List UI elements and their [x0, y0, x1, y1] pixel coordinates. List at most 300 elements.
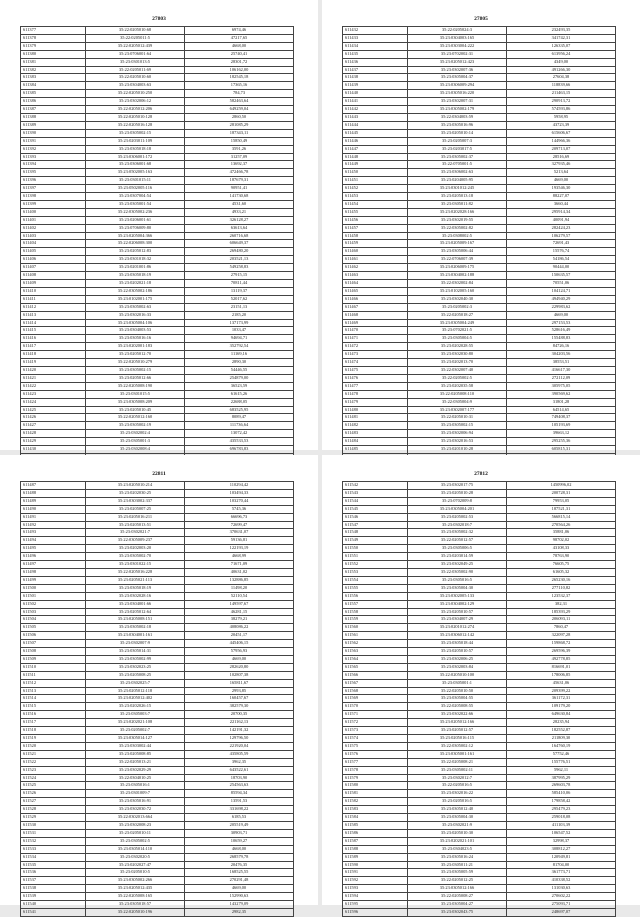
row-number-cell: 611568 — [343, 687, 408, 695]
cadastral-number-cell: 35:23:0302021:7 — [86, 529, 185, 537]
document-page-2 — [322, 0, 640, 450]
table-row — [21, 750, 294, 758]
value-cell: 13119,37 — [185, 287, 294, 295]
value-cell: 277110,82 — [507, 584, 616, 592]
cadastral-number-cell: 35:23:0302016:22 — [408, 790, 507, 798]
table-row — [21, 782, 294, 790]
cadastral-number-cell: 35:23:0302012:7 — [408, 774, 507, 782]
cadastral-number-cell: 35:22:0205012:439 — [86, 42, 185, 50]
table-row — [21, 648, 294, 656]
cadastral-number-cell: 35:23:0205013:18 — [408, 193, 507, 201]
row-number-cell: 611479 — [343, 398, 408, 406]
table-row — [343, 576, 616, 584]
value-cell: 129796,50 — [185, 735, 294, 743]
value-cell: 370631,07 — [185, 529, 294, 537]
value-cell: 5958,95 — [507, 113, 616, 121]
cadastral-number-cell: 35:23:0202003:20 — [86, 545, 185, 553]
cadastral-number-cell: 35:22:0205010:50 — [408, 687, 507, 695]
table-row — [343, 303, 616, 311]
cadastral-number-cell: 35:23:0302020:5 — [86, 853, 185, 861]
cadastral-number-cell: 35:23:0305001:3 — [86, 438, 185, 446]
cadastral-number-cell: 35:22:0305002:186 — [86, 287, 185, 295]
value-cell: 63613,64 — [185, 224, 294, 232]
cadastral-number-cell: 35:23:0305014:110 — [86, 845, 185, 853]
value-cell: 387995,29 — [507, 774, 616, 782]
value-cell: 2185,20 — [185, 311, 294, 319]
table-row — [21, 232, 294, 240]
cadastral-number-cell: 35:23:0305002:11 — [408, 766, 507, 774]
table-row — [21, 829, 294, 837]
row-number-cell: 611462 — [343, 264, 408, 272]
cadastral-number-cell: 35:22:0205010:68 — [86, 27, 185, 35]
value-cell: 304203,56 — [507, 351, 616, 359]
value-cell: 11169,16 — [185, 351, 294, 359]
value-cell: 200728,31 — [507, 489, 616, 497]
row-number-cell: 611493 — [21, 529, 86, 537]
row-number-cell: 611433 — [343, 34, 408, 42]
table-row — [343, 640, 616, 648]
table-row — [21, 137, 294, 145]
value-cell: 5962,11 — [507, 766, 616, 774]
row-number-cell: 611465 — [343, 287, 408, 295]
row-number-cell: 611454 — [343, 200, 408, 208]
value-cell: 10659,27 — [185, 837, 294, 845]
value-cell: 613956,24 — [507, 50, 616, 58]
table-row — [21, 50, 294, 58]
value-cell: 178006,85 — [507, 671, 616, 679]
value-cell: 4669,00 — [507, 311, 616, 319]
row-number-cell: 611476 — [343, 374, 408, 382]
cadastral-number-cell: 35:23:0205013:51 — [86, 521, 185, 529]
value-cell: 13591,53 — [185, 798, 294, 806]
row-number-cell: 611491 — [21, 513, 86, 521]
table-row — [21, 121, 294, 129]
table-row — [343, 735, 616, 743]
row-number-cell: 611487 — [21, 482, 86, 490]
row-number-cell: 611572 — [343, 719, 408, 727]
cadastral-number-cell: 35:23:0205012:118 — [86, 687, 185, 695]
value-cell: 4669,00 — [185, 885, 294, 893]
row-number-cell: 611475 — [343, 366, 408, 374]
row-number-cell: 611584 — [343, 814, 408, 822]
register-table — [342, 26, 616, 462]
register-table — [342, 481, 616, 917]
value-cell: 445406,15 — [185, 640, 294, 648]
cadastral-number-cell: 35:22:0205010:31 — [408, 414, 507, 422]
value-cell: 76605,75 — [507, 561, 616, 569]
row-number-cell: 611521 — [21, 750, 86, 758]
cadastral-number-cell: 35:23:0305016:91 — [86, 798, 185, 806]
row-number-cell: 611482 — [343, 422, 408, 430]
cadastral-number-cell: 35:23:0301012:245 — [408, 185, 507, 193]
cadastral-number-cell: 35:23:0304002:129 — [408, 600, 507, 608]
table-row — [21, 82, 294, 90]
cadastral-number-cell: 35:22:0205016:228 — [86, 568, 185, 576]
row-number-cell: 611498 — [21, 568, 86, 576]
value-cell: 408086,22 — [185, 624, 294, 632]
table-row — [343, 42, 616, 50]
table-row — [343, 687, 616, 695]
row-number-cell: 611483 — [343, 430, 408, 438]
value-cell: 683525,95 — [185, 406, 294, 414]
row-number-cell: 611460 — [343, 248, 408, 256]
table-row — [343, 663, 616, 671]
row-number-cell: 611400 — [21, 208, 86, 216]
table-row — [343, 845, 616, 853]
table-row — [21, 208, 294, 216]
cadastral-number-cell: 35:22:0205008:27 — [408, 893, 507, 901]
value-cell: 2860,50 — [185, 113, 294, 121]
table-row — [343, 272, 616, 280]
table-row — [21, 359, 294, 367]
row-number-cell: 611445 — [343, 129, 408, 137]
table-row — [21, 240, 294, 248]
table-row — [21, 877, 294, 885]
value-cell: 3660,44 — [507, 200, 616, 208]
table-row — [21, 272, 294, 280]
table-row — [343, 821, 616, 829]
cadastral-number-cell: 35:22:0304010:25 — [86, 774, 185, 782]
value-cell: 90444,00 — [507, 264, 616, 272]
table-row — [21, 529, 294, 537]
row-number-cell: 611593 — [343, 885, 408, 893]
table-row — [21, 845, 294, 853]
register-table — [20, 481, 294, 917]
table-row — [343, 608, 616, 616]
value-cell: 2890,30 — [185, 359, 294, 367]
table-row — [21, 561, 294, 569]
row-number-cell: 611515 — [21, 703, 86, 711]
value-cell: 491266,30 — [507, 66, 616, 74]
table-row — [343, 545, 616, 553]
value-cell: 341742,31 — [507, 34, 616, 42]
cadastral-number-cell: 35:23:0301015:5 — [86, 390, 185, 398]
table-row — [343, 648, 616, 656]
row-number-cell: 611464 — [343, 280, 408, 288]
cadastral-number-cell: 35:23:0305016:1 — [86, 782, 185, 790]
value-cell: 13072,42 — [185, 430, 294, 438]
cadastral-number-cell: 35:23:0305002:63 — [86, 303, 185, 311]
value-cell: 260716,68 — [185, 232, 294, 240]
table-row — [343, 382, 616, 390]
table-row — [343, 398, 616, 406]
value-cell: 46281,15 — [185, 608, 294, 616]
cadastral-number-cell: 35:23:0305018:57 — [86, 901, 185, 909]
value-cell: 84726,16 — [507, 343, 616, 351]
cadastral-number-cell: 35:23:0302006:25 — [408, 655, 507, 663]
table-row — [343, 374, 616, 382]
value-cell: 2993,85 — [185, 687, 294, 695]
value-cell: 435805,59 — [185, 750, 294, 758]
cadastral-number-cell: 35:23:0206009:175 — [408, 264, 507, 272]
table-row — [21, 703, 294, 711]
cadastral-number-cell: 35:23:0202027:47 — [86, 861, 185, 869]
cadastral-number-cell: 35:23:0305004:30 — [408, 584, 507, 592]
table-row — [21, 27, 294, 35]
cadastral-number-cell: 35:23:0302030:72 — [86, 806, 185, 814]
cadastral-number-cell: 35:23:0306009:294 — [408, 82, 507, 90]
row-number-cell: 611559 — [343, 616, 408, 624]
table-row — [343, 359, 616, 367]
value-cell: 206093,11 — [507, 616, 616, 624]
cadastral-number-cell: 35:23:0302021:9 — [408, 821, 507, 829]
value-cell: 47217,65 — [185, 34, 294, 42]
cadastral-number-cell: 35:23:0302006:12 — [86, 98, 185, 106]
value-cell: 149597,67 — [185, 600, 294, 608]
value-cell: 70551,06 — [507, 280, 616, 288]
row-number-cell: 611378 — [21, 34, 86, 42]
value-cell: 25740,41 — [185, 50, 294, 58]
row-number-cell: 611457 — [343, 224, 408, 232]
cadastral-number-cell: 35:23:0202001:183 — [86, 343, 185, 351]
cadastral-number-cell: 35:23:0305002:18 — [86, 624, 185, 632]
row-number-cell: 611389 — [21, 121, 86, 129]
row-number-cell: 611496 — [21, 553, 86, 561]
cadastral-number-cell: 35:22:0305002:82 — [408, 224, 507, 232]
cadastral-number-cell: 35:23:0305016:16 — [86, 335, 185, 343]
row-number-cell: 611506 — [21, 632, 86, 640]
value-cell: 3591,26 — [185, 145, 294, 153]
table-row — [21, 568, 294, 576]
row-number-cell: 611534 — [21, 853, 86, 861]
table-row — [21, 608, 294, 616]
row-number-cell: 611412 — [21, 303, 86, 311]
cadastral-number-cell: 35:23:0304002:188 — [408, 272, 507, 280]
row-number-cell: 611459 — [343, 240, 408, 248]
table-row — [21, 438, 294, 446]
cadastral-number-cell: 35:23:0203014:59 — [408, 553, 507, 561]
row-number-cell: 611407 — [21, 264, 86, 272]
row-number-cell: 611595 — [343, 901, 408, 909]
table-row — [21, 193, 294, 201]
table-row — [21, 837, 294, 845]
value-cell: 193546,30 — [507, 185, 616, 193]
cadastral-number-cell: 35:23:0302025:7 — [86, 679, 185, 687]
row-number-cell: 611489 — [21, 497, 86, 505]
row-number-cell: 611405 — [21, 248, 86, 256]
row-number-cell: 611544 — [343, 497, 408, 505]
row-number-cell: 611410 — [21, 287, 86, 295]
row-number-cell: 611429 — [21, 438, 86, 446]
row-number-cell: 611443 — [343, 113, 408, 121]
row-number-cell: 611414 — [21, 319, 86, 327]
table-row — [21, 719, 294, 727]
cadastral-number-cell: 35:23:0304003:53 — [86, 327, 185, 335]
table-row — [343, 216, 616, 224]
table-row — [21, 632, 294, 640]
row-number-cell: 611579 — [343, 774, 408, 782]
row-number-cell: 611449 — [343, 161, 408, 169]
cadastral-number-cell: 35:23:0502005:116 — [86, 185, 185, 193]
table-row — [21, 798, 294, 806]
cadastral-number-cell: 35:22:0305002:90 — [408, 568, 507, 576]
row-number-cell: 611468 — [343, 311, 408, 319]
value-cell: 5745,36 — [185, 505, 294, 513]
table-row — [343, 200, 616, 208]
table-row — [21, 885, 294, 893]
cadastral-number-cell: 35:23:0302030:80 — [408, 351, 507, 359]
cadastral-number-cell: 35:22:0205010:128 — [86, 113, 185, 121]
row-number-cell: 611518 — [21, 727, 86, 735]
value-cell: 30903,71 — [185, 829, 294, 837]
row-number-cell: 611484 — [343, 438, 408, 446]
value-cell: 259018,08 — [507, 814, 616, 822]
value-cell: 187343,11 — [185, 129, 294, 137]
value-cell: 103494,33 — [185, 489, 294, 497]
table-row — [21, 908, 294, 916]
table-row — [343, 137, 616, 145]
table-row — [343, 82, 616, 90]
table-row — [343, 446, 616, 454]
table-row — [343, 703, 616, 711]
value-cell: 322097,28 — [507, 632, 616, 640]
table-row — [343, 319, 616, 327]
value-cell: 182552,87 — [507, 727, 616, 735]
row-number-cell: 611404 — [21, 240, 86, 248]
table-row — [343, 335, 616, 343]
cadastral-number-cell: 35:22:0205008:21 — [408, 758, 507, 766]
row-number-cell: 611549 — [343, 537, 408, 545]
row-number-cell: 611550 — [343, 545, 408, 553]
value-cell: 64514,65 — [507, 406, 616, 414]
cadastral-number-cell: 35:23:0305018:19 — [86, 584, 185, 592]
table-row — [21, 414, 294, 422]
cadastral-number-cell: 35:23:0305003:7 — [86, 711, 185, 719]
value-cell: 269596,39 — [507, 648, 616, 656]
row-number-cell: 611513 — [21, 687, 86, 695]
value-cell: 254879,00 — [185, 374, 294, 382]
cadastral-number-cell: 35:22:0205008:165 — [86, 893, 185, 901]
table-row — [21, 264, 294, 272]
cadastral-number-cell: 35:23:0305014:31 — [86, 648, 185, 656]
row-number-cell: 611386 — [21, 98, 86, 106]
cadastral-number-cell: 35:23:0305018:44 — [408, 640, 507, 648]
value-cell: 28516,69 — [507, 153, 616, 161]
table-row — [21, 655, 294, 663]
table-row — [21, 90, 294, 98]
table-row — [21, 343, 294, 351]
value-cell: 203521,13 — [185, 256, 294, 264]
cadastral-number-cell: 35:23:0305016:5 — [408, 576, 507, 584]
row-number-cell: 611411 — [21, 295, 86, 303]
row-number-cell: 611541 — [21, 908, 86, 916]
table-row — [343, 185, 616, 193]
value-cell: 326128,27 — [185, 216, 294, 224]
cadastral-number-cell: 35:23:0502005:163 — [86, 169, 185, 177]
row-number-cell: 611504 — [21, 616, 86, 624]
value-cell: 649259,04 — [185, 106, 294, 114]
row-number-cell: 611592 — [343, 877, 408, 885]
row-number-cell: 611547 — [343, 521, 408, 529]
value-cell: 528616,49 — [507, 327, 616, 335]
table-row — [21, 695, 294, 703]
table-row — [343, 561, 616, 569]
cadastral-number-cell: 35:23:0302007:177 — [408, 406, 507, 414]
value-cell: 32998,37 — [507, 837, 616, 845]
cadastral-number-cell: 35:23:0301018:32 — [86, 256, 185, 264]
row-number-cell: 611527 — [21, 798, 86, 806]
row-number-cell: 611497 — [21, 561, 86, 569]
row-number-cell: 611537 — [21, 877, 86, 885]
table-row — [21, 482, 294, 490]
value-cell: 106547,52 — [507, 829, 616, 837]
row-number-cell: 611501 — [21, 592, 86, 600]
cadastral-number-cell: 35:23:0305002:19 — [86, 422, 185, 430]
cadastral-number-cell: 35:23:0205010:28 — [408, 489, 507, 497]
value-cell: 61615,26 — [185, 390, 294, 398]
row-number-cell: 611394 — [21, 161, 86, 169]
cadastral-number-cell: 35:23:0205012:64 — [86, 608, 185, 616]
value-cell: 566815,14 — [507, 513, 616, 521]
value-cell: 164760,19 — [507, 742, 616, 750]
table-row — [21, 153, 294, 161]
cadastral-number-cell: 35:23:0303002:337 — [86, 497, 185, 505]
table-row — [343, 798, 616, 806]
table-row — [343, 505, 616, 513]
cadastral-number-cell: 35:23:0205012:70 — [86, 351, 185, 359]
table-row — [21, 640, 294, 648]
table-row — [343, 758, 616, 766]
cadastral-number-cell: 35:23:0205002:53 — [408, 513, 507, 521]
cadastral-number-cell: 35:23:0205012:166 — [408, 719, 507, 727]
value-cell: 4349,00 — [507, 58, 616, 66]
value-cell: 211463,15 — [507, 90, 616, 98]
cadastral-number-cell: 35:22:0305004:9 — [408, 398, 507, 406]
row-number-cell: 611567 — [343, 679, 408, 687]
row-number-cell: 611563 — [343, 648, 408, 656]
cadastral-number-cell: 35:23:0305002:70 — [86, 553, 185, 561]
row-number-cell: 611379 — [21, 42, 86, 50]
value-cell: 38553,51 — [507, 359, 616, 367]
cadastral-number-cell: 35:22:0302013:664 — [86, 814, 185, 822]
cadastral-number-cell: 35:23:0307004:54 — [86, 193, 185, 201]
table-row — [343, 351, 616, 359]
row-number-cell: 611455 — [343, 208, 408, 216]
row-number-cell: 611430 — [21, 446, 86, 454]
value-cell: 43723,39 — [507, 121, 616, 129]
value-cell: 165811,67 — [185, 679, 294, 687]
value-cell: 54446,55 — [185, 366, 294, 374]
table-row — [343, 90, 616, 98]
cadastral-number-cell: 35:23:0205008:85 — [86, 750, 185, 758]
table-row — [21, 374, 294, 382]
table-row — [21, 853, 294, 861]
row-number-cell: 611546 — [343, 513, 408, 521]
row-number-cell: 611542 — [343, 482, 408, 490]
cadastral-number-cell: 35:23:0302006:94 — [408, 430, 507, 438]
value-cell: 111736,64 — [185, 422, 294, 430]
row-number-cell: 611426 — [21, 414, 86, 422]
cadastral-number-cell: 35:23:0305004:106 — [86, 319, 185, 327]
row-number-cell: 611419 — [21, 359, 86, 367]
table-row — [21, 113, 294, 121]
row-number-cell: 611448 — [343, 153, 408, 161]
row-number-cell: 611560 — [343, 624, 408, 632]
cadastral-number-cell: 35:23:0305002:15 — [408, 422, 507, 430]
value-cell: 361172,31 — [507, 695, 616, 703]
cadastral-number-cell: 35:23:0203017:5 — [408, 145, 507, 153]
table-row — [343, 861, 616, 869]
row-number-cell: 611425 — [21, 406, 86, 414]
row-number-cell: 611524 — [21, 774, 86, 782]
table-row — [343, 430, 616, 438]
row-number-cell: 611514 — [21, 695, 86, 703]
row-number-cell: 611551 — [343, 553, 408, 561]
cadastral-number-cell: 35:23:0205008:25 — [86, 671, 185, 679]
row-number-cell: 611512 — [21, 679, 86, 687]
table-row — [21, 742, 294, 750]
value-cell: 39663,12 — [507, 430, 616, 438]
